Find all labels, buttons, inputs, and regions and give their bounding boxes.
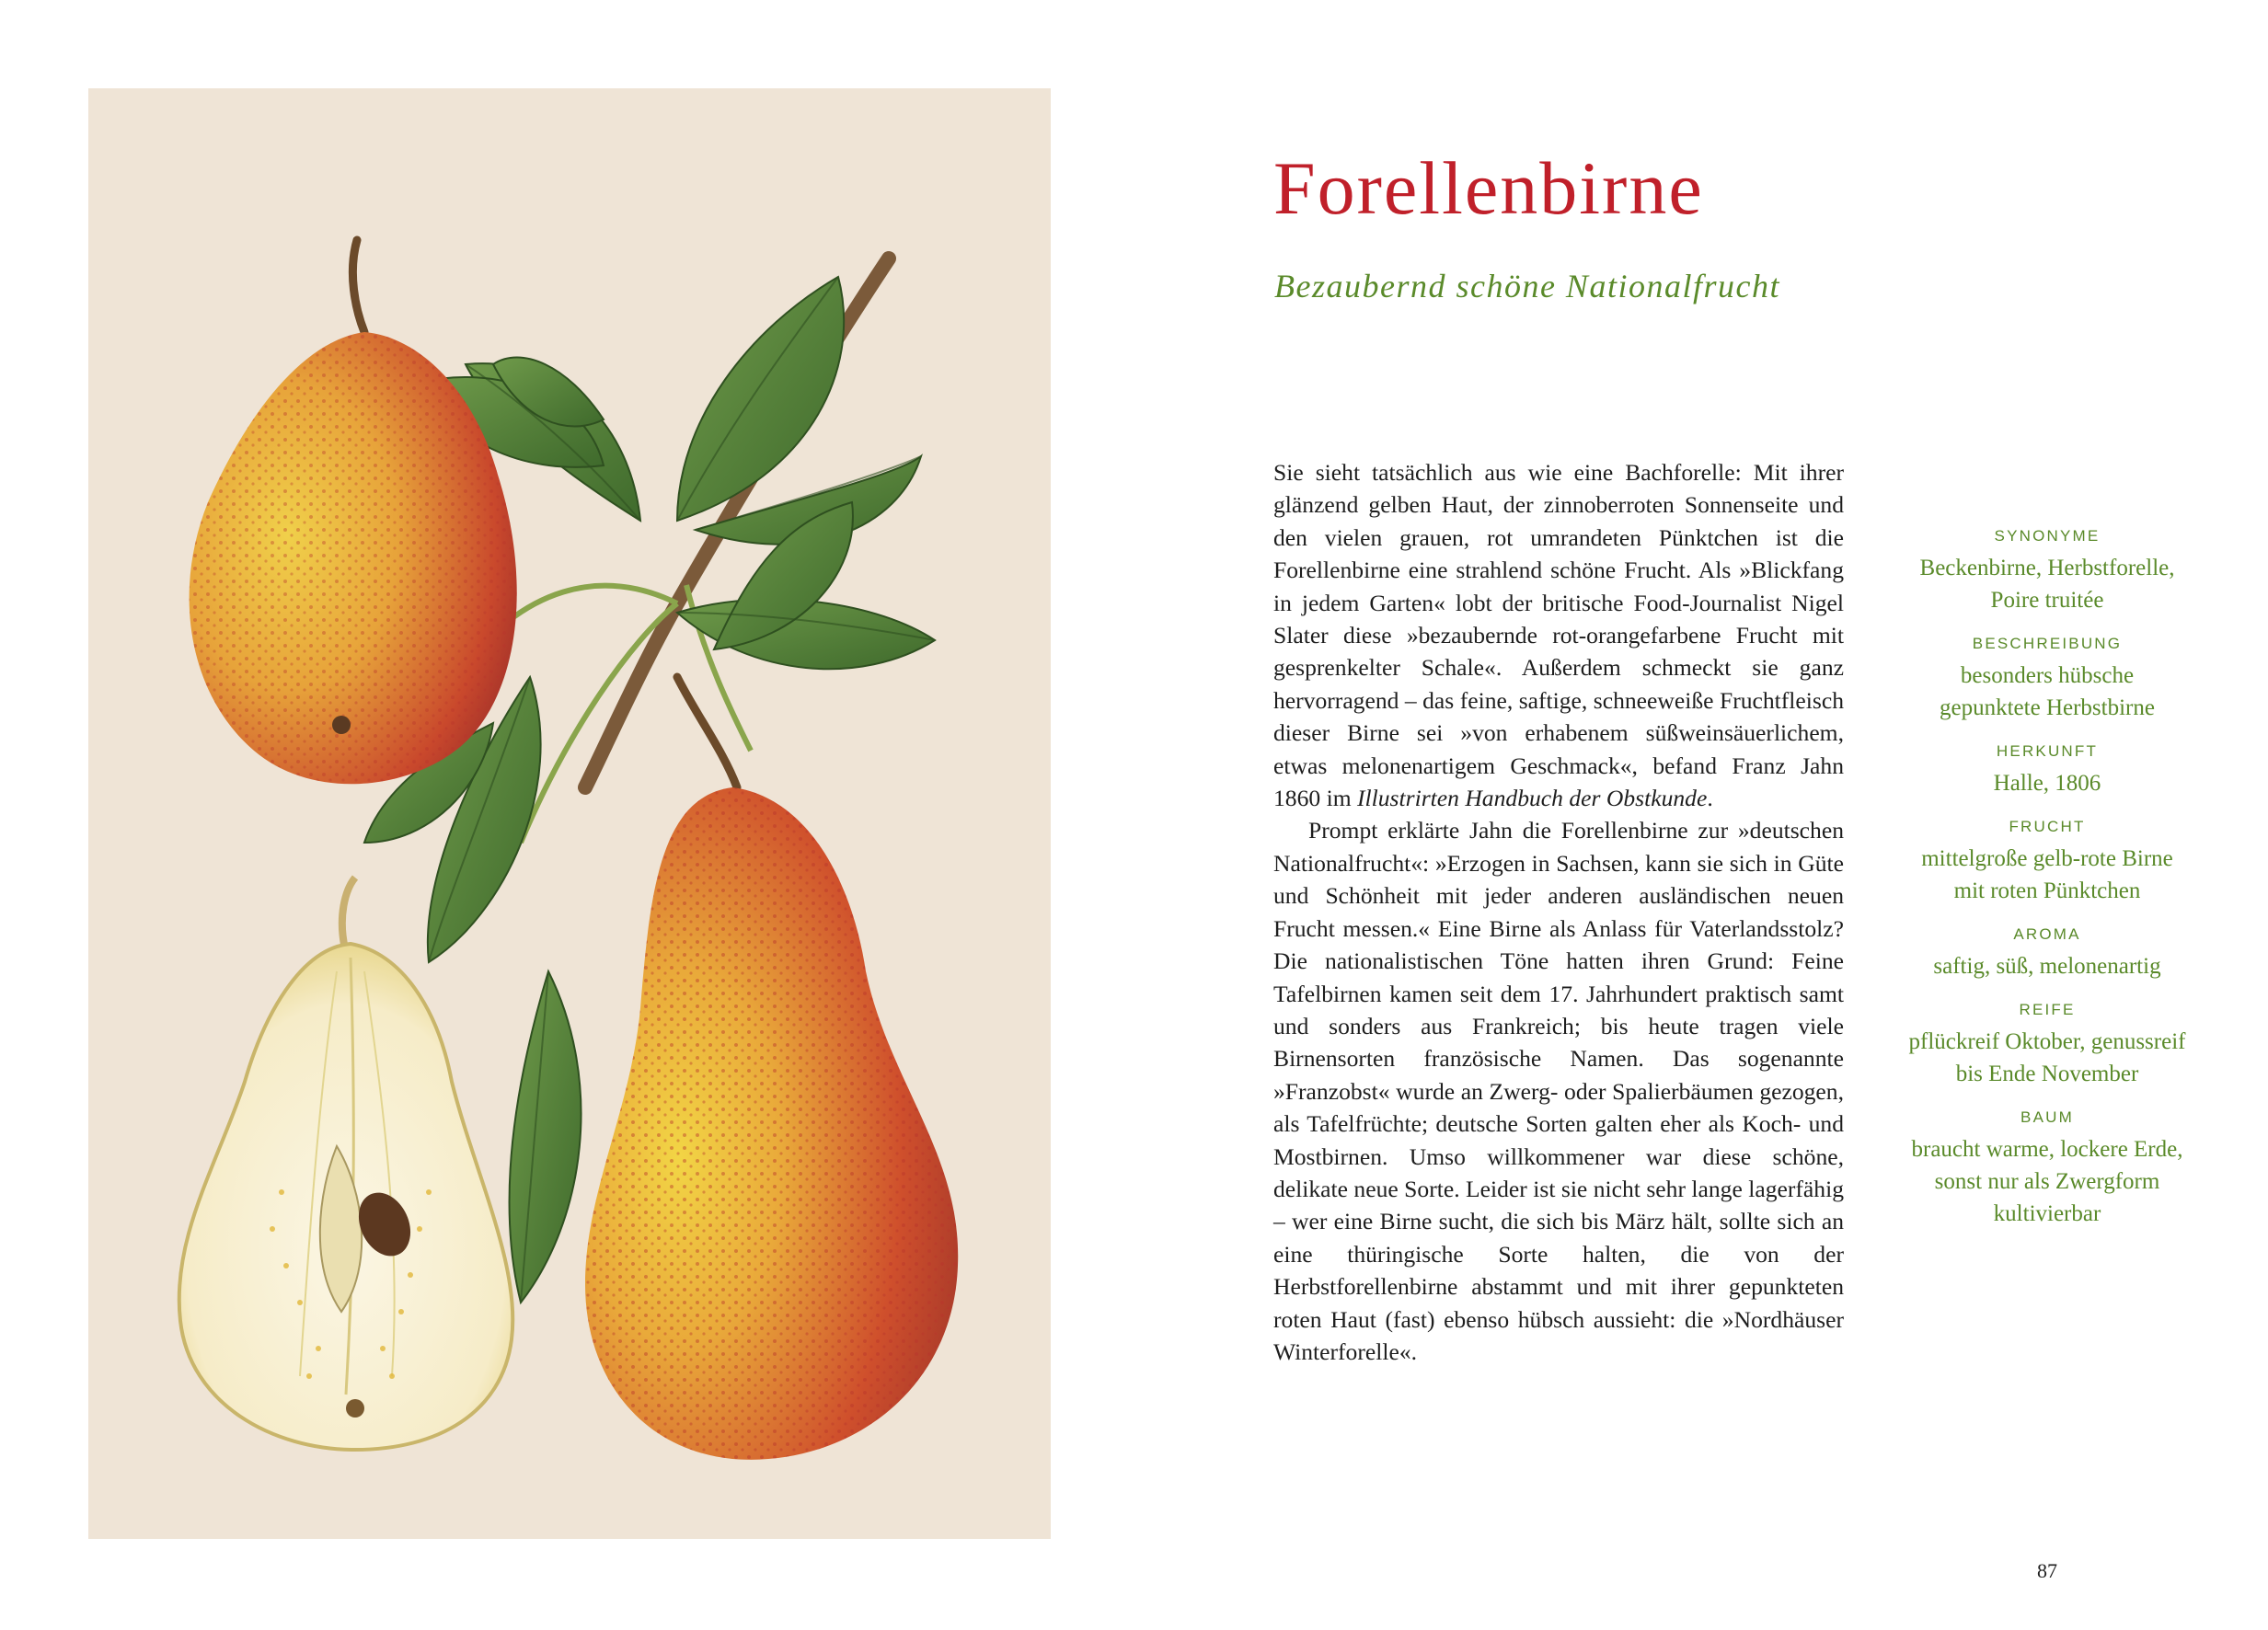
body-paragraph-1 bbox=[1273, 456, 1844, 814]
pear-cross-section bbox=[179, 878, 513, 1450]
fact-label: SYNONYME bbox=[1994, 527, 2101, 545]
fact-label: BAUM bbox=[2020, 1108, 2074, 1126]
fact-value: mittelgroße gelb-rote Birne mit roten Pünktchen bbox=[1921, 846, 2173, 903]
fact-aroma bbox=[1886, 923, 2208, 982]
fact-value: Halle, 1806 bbox=[1993, 771, 2101, 796]
fact-baum bbox=[1886, 1106, 2208, 1230]
fact-value: Beckenbirne, Herbstforelle, Poire truitée bbox=[1919, 556, 2175, 613]
fact-label: HERKUNFT bbox=[1996, 742, 2099, 760]
fact-label: BESCHREIBUNG bbox=[1972, 635, 2123, 652]
fact-value: braucht warme, lockere Erde, sonst nur als Zwergform kultivierbar bbox=[1911, 1137, 2183, 1226]
body-paragraph-2: Prompt erklärte Jahn die Forellenbirne zur »deutschen Nationalfrucht«: »Erzogen in Sachsen, kann sie sich in Güte und Schönheit mit jeder anderen ausländischen neuen Frucht messen.« Eine Birne als Anlass für Vaterlandsstolz? Die nationalistischen Töne hatten ihren Grund: Feine Tafelbirnen kamen seit dem 17. Jahrhundert praktisch samt und sonders aus Frankreich; bis heute tragen viele Birnensorten französische Namen. Das sogenannte »Franzobst« wurde an Zwerg- oder Spalierbäumen gezogen, als Tafelfrüchte; deutsche Sorten galten eher als Koch- und Mostbirnen. Umso willkommener war diese schöne, delikate neue Sorte. Leider ist sie nicht sehr lange lagerfähig – wer eine Birne sucht, die sich bis März hält, sollte sich an eine thüringische Sorte halten, die von der Herbstforellenbirne abstammt und mit ihrer gepunkteten roten Haut (fast) ebenso hübsch aussieht: die »Nordhäuser Winterforelle«. bbox=[1273, 817, 1844, 1365]
fact-label: FRUCHT bbox=[2009, 818, 2086, 835]
fact-reife bbox=[1886, 998, 2208, 1090]
fact-value: besonders hübsche gepunktete Herbstbirne bbox=[1940, 663, 2155, 720]
pear-illustration bbox=[88, 88, 1051, 1539]
fact-frucht bbox=[1886, 815, 2208, 907]
pear-top-left bbox=[190, 240, 517, 784]
page-subtitle: Bezaubernd schöne Nationalfrucht bbox=[1274, 268, 1780, 304]
fact-herkunft bbox=[1886, 740, 2208, 799]
fact-value: saftig, süß, melonenartig bbox=[1933, 954, 2161, 979]
page-number: 87 bbox=[2037, 1559, 2057, 1582]
fact-label: REIFE bbox=[2019, 1001, 2076, 1018]
paragraph-1-text: Sie sieht tatsächlich aus wie eine Bachforelle: Mit ihrer glänzend gelben Haut, der zinnoberroten Sonnenseite und den vielen grauen, rot umrandeten Pünktchen ist die Forellenbirne eine strahlend schöne Frucht. Als »Blickfang in jedem Garten« lobt der britische Food-Journalist Nigel Slater diese »bezaubernde rot-orangefarbene Frucht mit gesprenkelter Schale«. Außerdem schmeckt sie ganz hervorragend – das feine, saftige, schneeweiße Fruchtfleisch dieser Birne sei »von erhabenem süßweinsäuerlichem, etwas melonenartigem Geschmack«, befand Franz Jahn 1860 im bbox=[1273, 459, 1844, 812]
fact-label: AROMA bbox=[2013, 925, 2081, 943]
fact-synonyme bbox=[1886, 524, 2208, 616]
fact-value: pflückreif Oktober, genussreif bis Ende November bbox=[1908, 1029, 2186, 1086]
page-title: Forellenbirne bbox=[1273, 146, 1704, 230]
article-body bbox=[1273, 456, 1844, 1368]
botanical-plate bbox=[88, 88, 1051, 1539]
facts-sidebar bbox=[1886, 524, 2208, 1245]
pear-bottom-right bbox=[585, 677, 958, 1460]
book-title: Illustrirten Handbuch der Obstkunde bbox=[1357, 785, 1708, 812]
fact-beschreibung bbox=[1886, 632, 2208, 724]
paragraph-1-end: . bbox=[1707, 785, 1713, 812]
